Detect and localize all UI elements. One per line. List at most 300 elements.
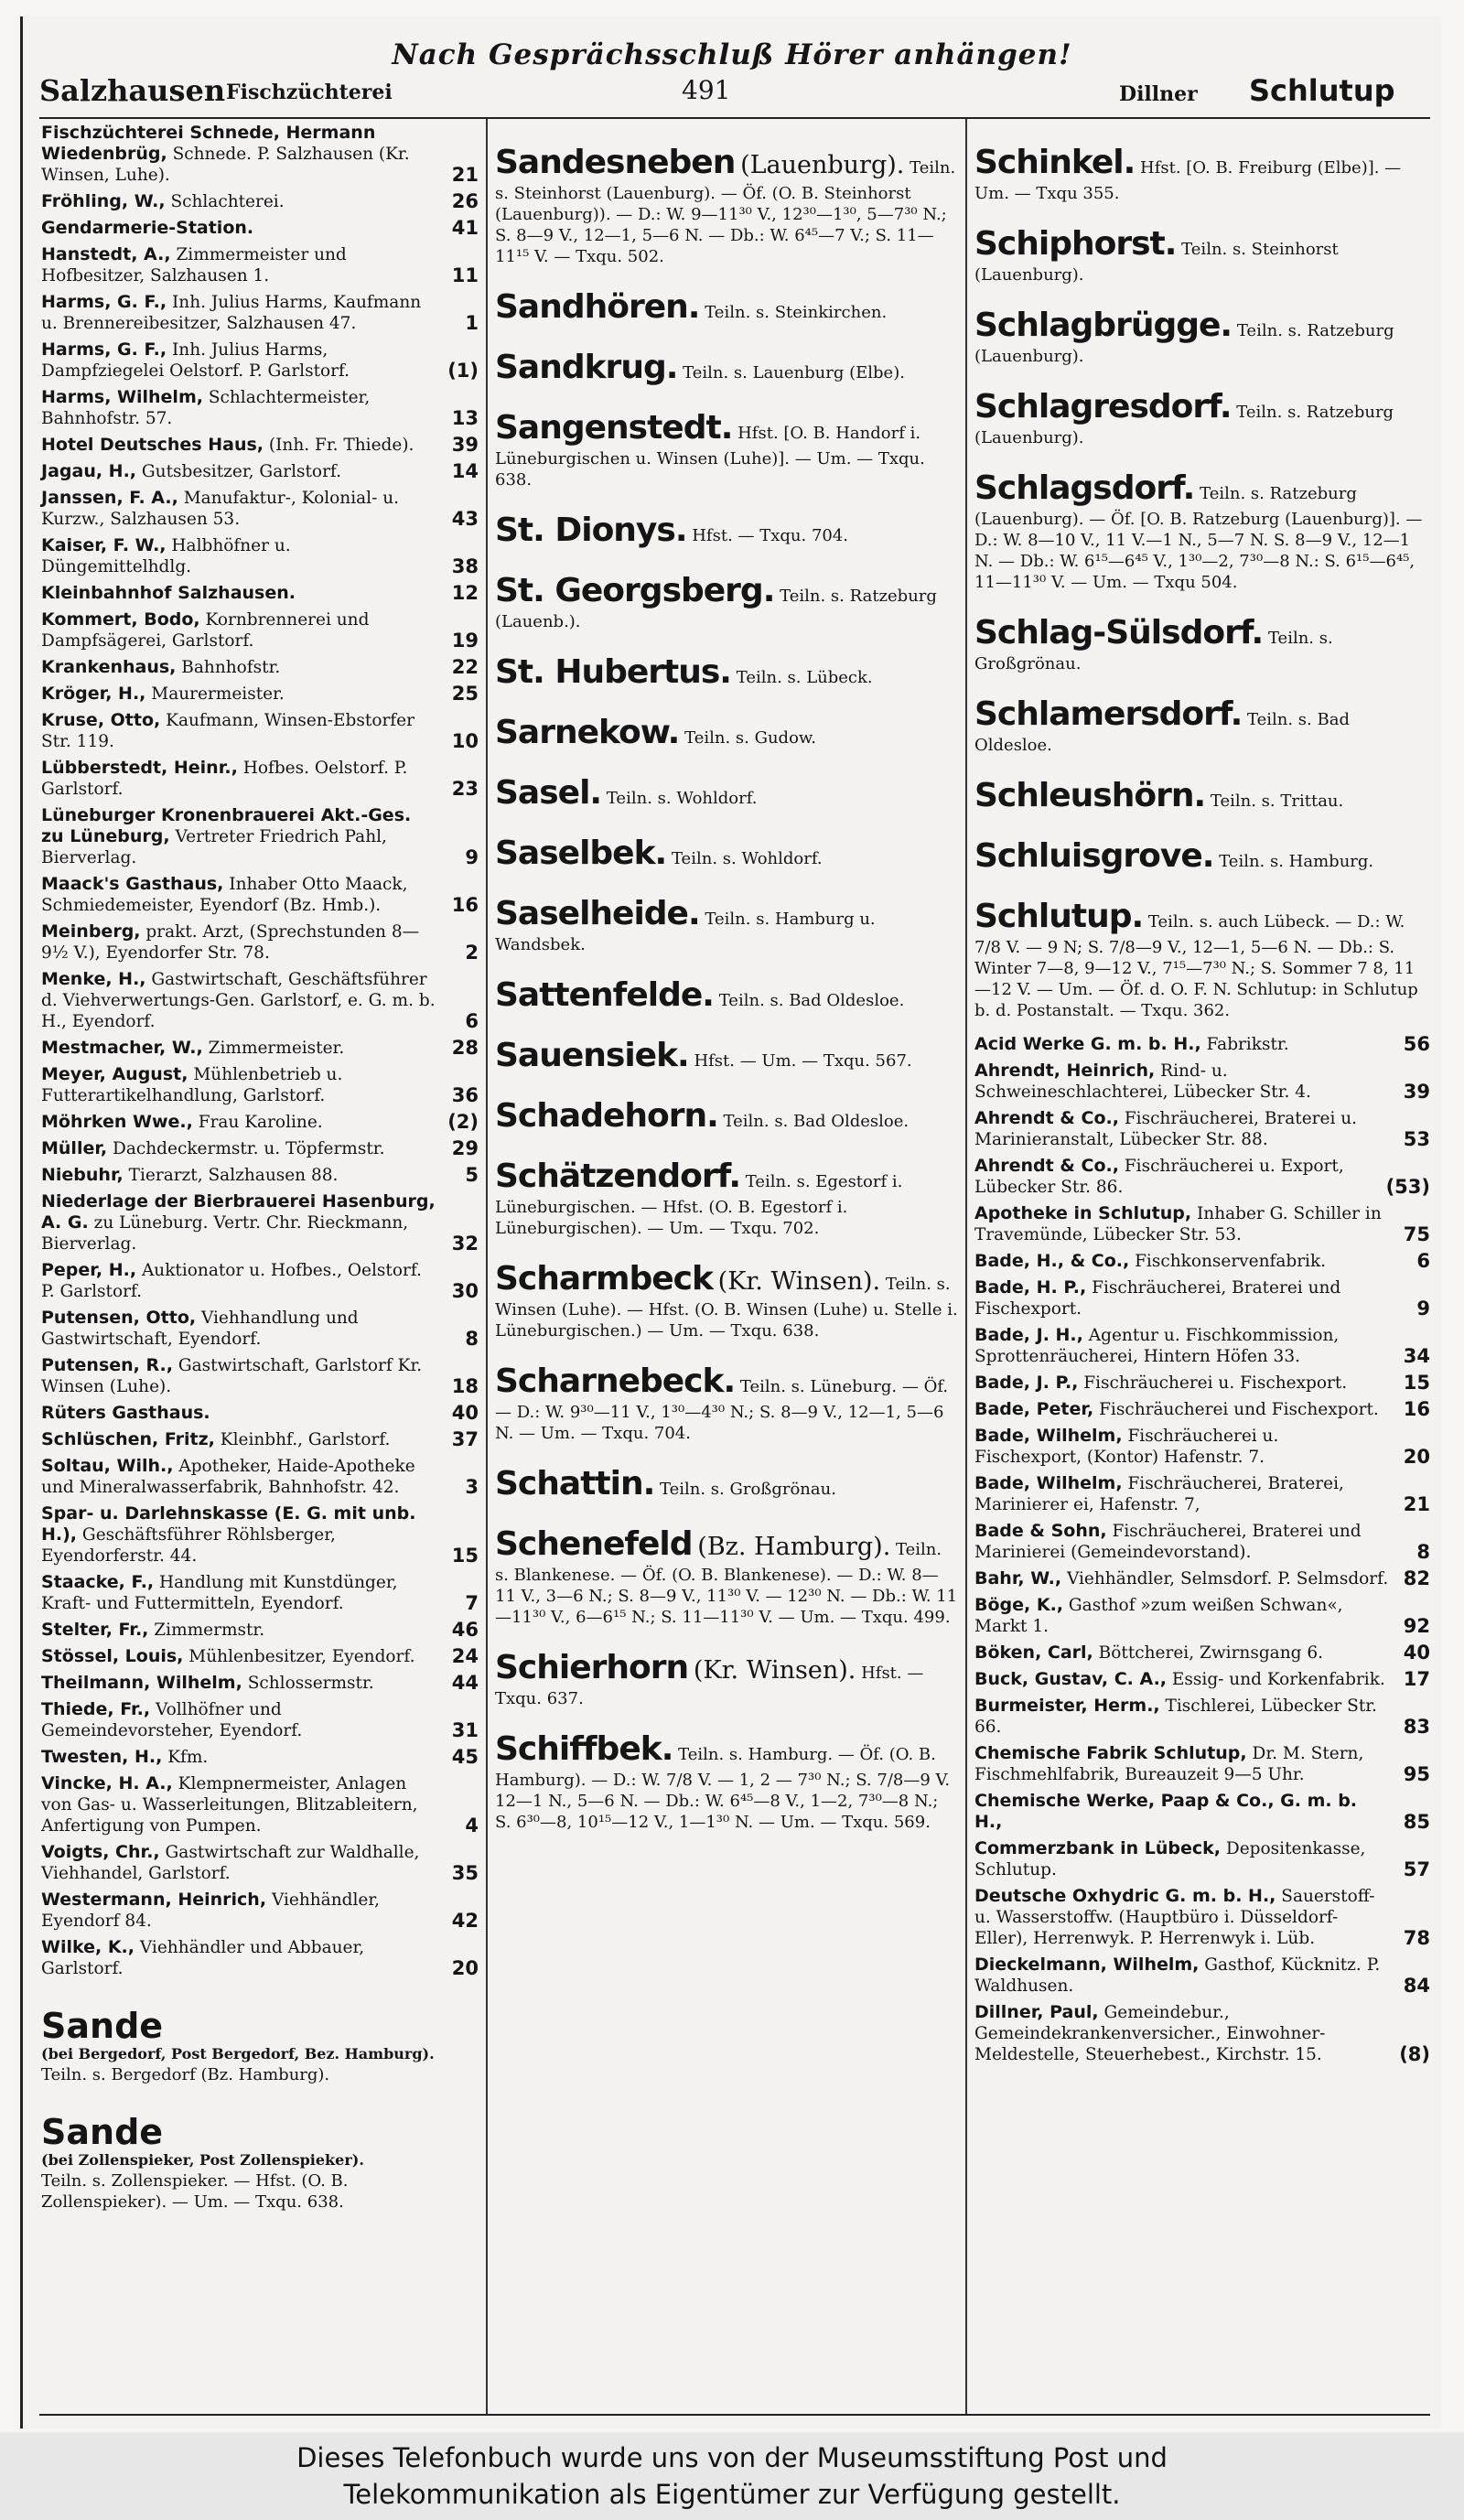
- listing-entry: [974, 1886, 1430, 1949]
- listing-description: Auktionator u. Hofbes., Oelstorf. P. Garlstorf.: [41, 1261, 422, 1301]
- place-entry: [974, 306, 1430, 367]
- column-divider: [965, 119, 967, 2416]
- phone-number: 20: [451, 1957, 479, 1979]
- listing-description: Fischräucherei, Braterei u. Marinieranstalt, Lübecker Str. 88.: [974, 1109, 1358, 1149]
- listing-name: Maack's Gasthaus,: [41, 874, 224, 894]
- listing-name: Commerzbank in Lübeck,: [974, 1838, 1221, 1858]
- place-description: Hfst. [O. B. Handorf i. Lüneburgischen u. Winsen (Luhe)]. — Um. — Txqu. 638.: [495, 424, 925, 490]
- listing-description: Bahnhofstr.: [181, 658, 281, 677]
- listing-description: Gastwirtschaft, Geschäftsführer d. Viehverwertungs-Gen. Garlstorf, e. G. m. b. H., Eyendorf.: [41, 970, 436, 1031]
- place-entry: [495, 287, 958, 328]
- listing-name: Dillner, Paul,: [974, 2002, 1099, 2022]
- listing-entry: [974, 1373, 1430, 1394]
- listing-name: Dieckelmann, Wilhelm,: [974, 1955, 1200, 1975]
- column-3: [974, 123, 1430, 2071]
- place-description: Hfst. — Txqu. 637.: [495, 1664, 924, 1708]
- listing-description: Viehhandlung und Gastwirtschaft, Eyendorf.: [41, 1308, 359, 1349]
- place-entry: [495, 652, 958, 693]
- place-description: Teiln. s. auch Lübeck. — D.: W. 7/8 V. — 9 N; S. 7/8—9 V., 12—1, 5—6 N. — Db.: S. Winter 7—8, 9—12 V., 7¹⁵—7³⁰ N.; S. Sommer 7 8, 11—12 V. — Um. — Öf. d. O. F. N. Schlutup: in Schlutup b. d. Postanstalt. — Txqu. 362.: [974, 912, 1418, 1020]
- phone-number: 3: [465, 1476, 479, 1498]
- listing-name: Mestmacher, W.,: [41, 1038, 203, 1058]
- listing-entry: [41, 969, 479, 1032]
- listing-entry: [974, 1277, 1430, 1319]
- listing-name: Kaiser, F. W.,: [41, 535, 167, 555]
- place-entry: [495, 511, 958, 551]
- place-description: Teiln. s. Steinkirchen.: [705, 303, 888, 322]
- listing-entry: [41, 1890, 479, 1932]
- archive-footer: [0, 2432, 1464, 2520]
- listing-entry: [41, 1165, 479, 1186]
- listing-name: Krankenhaus,: [41, 657, 177, 677]
- listing-name: Deutsche Oxhydric G. m. b. H.,: [974, 1886, 1276, 1906]
- listing-entry: [974, 1251, 1430, 1272]
- phone-number: 30: [451, 1280, 479, 1302]
- place-entry: [495, 1259, 958, 1341]
- place-entry: [495, 975, 958, 1016]
- listing-entry: [974, 1156, 1430, 1198]
- listing-entry: [41, 535, 479, 577]
- phone-number: 92: [1403, 1615, 1430, 1637]
- listing-description: Mühlenbesitzer, Eyendorf.: [188, 1647, 415, 1666]
- listing-entry: [41, 710, 479, 752]
- place-description: Teiln. s. Wohldorf.: [671, 849, 823, 868]
- listing-entry: [41, 339, 479, 382]
- listing-description: Inh. Julius Harms, Dampfziegelei Oelstorf. P. Garlstorf.: [41, 340, 350, 381]
- listing-entry: [41, 1355, 479, 1397]
- phone-number: 16: [1403, 1398, 1430, 1420]
- phone-number: 15: [451, 1545, 479, 1567]
- listing-description: Schnede. P. Salzhausen (Kr. Winsen, Luhe).: [41, 145, 410, 185]
- listing-name: Hotel Deutsches Haus,: [41, 435, 264, 455]
- place-name: Schätzendorf.: [495, 1158, 741, 1195]
- listing-name: Bade & Sohn,: [974, 1521, 1107, 1541]
- listing-name: Apotheke in Schlutup,: [974, 1203, 1192, 1223]
- listing-entry: [974, 1061, 1430, 1103]
- phone-number: 85: [1403, 1811, 1430, 1833]
- listing-description: Gasthof, Kücknitz. P. Waldhusen.: [974, 1955, 1381, 1996]
- listing-name: Fröhling, W.,: [41, 191, 166, 211]
- listing-entry: [41, 1112, 479, 1133]
- listing-description: Geschäftsführer Röhlsberger, Eyendorferstr. 44.: [41, 1525, 336, 1566]
- listing-name: Buck, Gustav, C. A.,: [974, 1669, 1168, 1689]
- listing-name: Wilke, K.,: [41, 1937, 135, 1957]
- place-entry: [974, 387, 1430, 448]
- phone-number: 82: [1403, 1567, 1430, 1589]
- phone-number: 34: [1403, 1345, 1430, 1367]
- place-entry: [974, 613, 1430, 674]
- listing-description: Vollhöfner und Gemeindevorsteher, Eyendorf.: [41, 1700, 303, 1740]
- listing-description: Fischräucherei, Braterei und Fischexport.: [974, 1278, 1341, 1319]
- listing-name: Acid Werke G. m. b. H.,: [974, 1034, 1201, 1054]
- listing-description: Fabrikstr.: [1206, 1035, 1289, 1054]
- listing-name: Gendarmerie-Station.: [41, 218, 254, 238]
- listing-description: Halbhöfner u. Düngemittelhdlg.: [41, 536, 291, 576]
- phone-number: 17: [1403, 1668, 1430, 1690]
- listing-description: Inhaber G. Schiller in Travemünde, Lübecker Str. 53.: [974, 1204, 1382, 1244]
- bottom-rule: [39, 2414, 1430, 2416]
- listing-name: Putensen, Otto,: [41, 1308, 197, 1328]
- listing-description: Zimmermeister.: [208, 1039, 345, 1058]
- place-name: Schlamersdorf.: [974, 695, 1243, 733]
- place-name: Sande: [41, 2112, 164, 2152]
- listing-entry: [974, 1642, 1430, 1664]
- listing-name: Chemische Fabrik Schlutup,: [974, 1743, 1247, 1763]
- listing-entry: [41, 1699, 479, 1741]
- phone-number: 95: [1403, 1763, 1430, 1785]
- listing-description: Inh. Julius Harms, Kaufmann u. Brennereibesitzer, Salzhausen 47.: [41, 293, 422, 333]
- place-entry: [974, 695, 1430, 756]
- footer-line: Dieses Telefonbuch wurde uns von der Museumsstiftung Post und: [296, 2442, 1168, 2473]
- place-entry: [495, 571, 958, 632]
- listing-entry: [41, 1572, 479, 1614]
- listing-description: Fischräucherei und Fischexport.: [1099, 1400, 1379, 1419]
- listing-entry: [41, 805, 479, 868]
- listing-name: Müller,: [41, 1138, 108, 1158]
- listing-entry: [41, 1308, 479, 1350]
- listing-description: Depositenkasse, Schlutup.: [974, 1839, 1366, 1879]
- place-name: Sasel.: [495, 774, 602, 812]
- listing-name: Westermann, Heinrich,: [41, 1890, 267, 1910]
- place-entry: [974, 143, 1430, 204]
- listing-name: Thiede, Fr.,: [41, 1699, 151, 1719]
- place-name: Sauensiek.: [495, 1037, 689, 1074]
- column-2: [495, 123, 958, 1846]
- place-description: Teiln. s. Bad Oldesloe.: [723, 1112, 910, 1131]
- listing-entry: [41, 1747, 479, 1768]
- phone-number: 78: [1403, 1927, 1430, 1949]
- phone-number: 9: [1416, 1298, 1430, 1319]
- place-entry: [495, 143, 958, 267]
- place-description: Teiln. s. Gudow.: [684, 728, 816, 748]
- place-name: St. Georgsberg.: [495, 572, 775, 609]
- phone-number: 23: [451, 778, 479, 800]
- phone-number: 2: [465, 942, 479, 964]
- place-name: Schattin.: [495, 1465, 655, 1502]
- place-entry: [974, 468, 1430, 593]
- listing-description: Fischräucherei u. Fischexport, (Kontor) Hafenstr. 7.: [974, 1427, 1279, 1467]
- listing-name: Stelter, Fr.,: [41, 1620, 149, 1640]
- place-name: Schlagbrügge.: [974, 307, 1233, 344]
- place-entry: [495, 1464, 958, 1504]
- listing-entry: [974, 1473, 1430, 1515]
- listing-entry: [974, 1669, 1430, 1690]
- place-qualifier: (Lauenburg).: [740, 151, 905, 179]
- place-description: Teiln. s. Lauenburg (Elbe).: [683, 363, 905, 382]
- place-entry: [495, 773, 958, 813]
- place-description: Teiln. s. Großgrönau.: [660, 1480, 836, 1499]
- place-name: Schiffbek.: [495, 1730, 673, 1768]
- top-rule: [39, 117, 1430, 119]
- listing-description: Kaufmann, Winsen-Ebstorfer Str. 119.: [41, 711, 414, 751]
- listing-entry: [41, 758, 479, 800]
- listing-entry: [41, 583, 479, 604]
- phone-number: (53): [1385, 1176, 1430, 1198]
- place-name: St. Dionys.: [495, 512, 687, 549]
- place-entry: [495, 1157, 958, 1239]
- listing-description: Sauerstoff- u. Wasserstoffw. (Hauptbüro i. Düsseldorf-Eller), Herrenwyk. P. Herrenwyk i. Lüb.: [974, 1887, 1375, 1948]
- listing-entry: [974, 1838, 1430, 1880]
- place-description: Teiln. s. Lüneburg. — Öf. — D.: W. 9³⁰—11 V., 1³⁰—4³⁰ N.; S. 8—9 V., 12—1, 5—6 N. — Um. — Txqu. 704.: [495, 1377, 949, 1443]
- listing-entry: [974, 1426, 1430, 1468]
- listing-name: Stössel, Louis,: [41, 1646, 184, 1666]
- listing-name: Vincke, H. A.,: [41, 1773, 173, 1793]
- phone-number: 41: [451, 217, 479, 239]
- phone-number: 22: [451, 656, 479, 678]
- listing-name: Harms, G. F.,: [41, 292, 167, 312]
- listing-entry: [41, 1673, 479, 1694]
- phone-number: (2): [447, 1111, 479, 1133]
- listing-description: Gastwirtschaft zur Waldhalle, Viehhandel, Garlstorf.: [41, 1843, 420, 1883]
- place-name: Schlagresdorf.: [974, 388, 1232, 425]
- phone-number: 56: [1403, 1033, 1430, 1055]
- listing-description: Tierarzt, Salzhausen 88.: [128, 1166, 339, 1185]
- listing-name: Putensen, R.,: [41, 1355, 173, 1375]
- phone-number: 53: [1403, 1128, 1430, 1150]
- phone-number: 21: [451, 164, 479, 186]
- listing-description: Mühlenbetrieb u. Futterartikelhandlung, Garlstorf.: [41, 1065, 343, 1105]
- column-1: [41, 123, 479, 2240]
- directory-page: [20, 16, 1441, 2428]
- place-name: Schleushörn.: [974, 777, 1206, 814]
- phone-number: 16: [451, 894, 479, 916]
- header-first-place: Salzhausen: [39, 73, 226, 108]
- listing-name: Hanstedt, A.,: [41, 244, 171, 264]
- listing-description: Kornbrennerei und Dampfsägerei, Garlstorf.: [41, 610, 370, 651]
- listing-name: Niebuhr,: [41, 1165, 124, 1185]
- place-name: Sattenfelde.: [495, 976, 714, 1014]
- listing-description: Vertreter Friedrich Pahl, Bierverlag.: [41, 827, 387, 867]
- place-entry: [495, 713, 958, 753]
- listing-entry: [974, 1108, 1430, 1150]
- listing-description: Manufaktur-, Kolonial- u. Kurzw., Salzhausen 53.: [41, 489, 400, 529]
- listing-name: Bade, J. P.,: [974, 1373, 1079, 1393]
- phone-number: 7: [465, 1592, 479, 1614]
- phone-number: 10: [451, 730, 479, 752]
- phone-number: 1: [465, 312, 479, 334]
- listing-description: Gasthof »zum weißen Schwan«, Markt 1.: [974, 1596, 1343, 1636]
- place-description: Teiln. s. Ratzeburg (Lauenb.).: [495, 587, 937, 631]
- phone-number: 21: [1403, 1493, 1430, 1515]
- listing-name: Rüters Gasthaus.: [41, 1403, 210, 1423]
- place-description: Teiln. s. Egestorf i. Lüneburgischen. — Hfst. (O. B. Egestorf i. Lüneburgischen). — Um. — Txqu. 702.: [495, 1172, 903, 1238]
- listing-description: Kleinbhf., Garlstorf.: [220, 1430, 391, 1449]
- listing-entry: [41, 1064, 479, 1106]
- place-name: Sandhören.: [495, 288, 700, 326]
- listing-description: Gemeindebur., Gemeindekrankenversicher., Einwohner-Meldestelle, Steuerhebest., Kirchstr. 15.: [974, 2003, 1326, 2064]
- phone-number: 46: [451, 1619, 479, 1641]
- listing-description: Klempnermeister, Anlagen von Gas- u. Wasserleitungen, Blitzableitern, Anfertigung von Pumpen.: [41, 1774, 418, 1836]
- listing-entry: [41, 191, 479, 212]
- listing-entry: [41, 1429, 479, 1450]
- listing-name: Theilmann, Wilhelm,: [41, 1673, 242, 1693]
- phone-number: (8): [1399, 2043, 1430, 2065]
- place-name: Schadehorn.: [495, 1097, 718, 1135]
- place-name: Schiphorst.: [974, 225, 1177, 263]
- page-number: 491: [682, 75, 731, 105]
- place-name: St. Hubertus.: [495, 653, 731, 691]
- phone-number: 5: [465, 1164, 479, 1186]
- place-entry: [495, 408, 958, 490]
- place-qualifier: (bei Bergedorf, Post Bergedorf, Bez. Hamburg).: [41, 2045, 435, 2062]
- listing-entry: [41, 292, 479, 334]
- listing-entry: [41, 1503, 479, 1567]
- listing-name: Lübberstedt, Heinr.,: [41, 758, 238, 778]
- phone-number: 14: [451, 460, 479, 482]
- listing-name: Fischzüchterei Schnede, Hermann Wiedenbrüg,: [41, 123, 376, 164]
- place-description: Teiln. s. Ratzeburg (Lauenburg).: [974, 403, 1394, 447]
- listing-description: Böttcherei, Zwirnsgang 6.: [1098, 1643, 1323, 1663]
- phone-number: 19: [451, 630, 479, 652]
- place-description: Teiln. s. Lübeck.: [736, 668, 873, 687]
- listing-name: Twesten, H.,: [41, 1747, 163, 1767]
- place-qualifier: (Kr. Winsen).: [693, 1656, 856, 1685]
- phone-number: 38: [451, 555, 479, 577]
- listing-name: Ahrendt, Heinrich,: [974, 1061, 1156, 1081]
- phone-number: 42: [451, 1910, 479, 1932]
- place-name: Sandkrug.: [495, 349, 678, 386]
- place-description: Teiln. s. Bergedorf (Bz. Hamburg).: [41, 2065, 330, 2084]
- phone-number: 6: [1416, 1250, 1430, 1272]
- phone-number: 39: [451, 434, 479, 456]
- footer-line: Telekommunikation als Eigentümer zur Verfügung gestellt.: [343, 2479, 1121, 2510]
- header-first-entry: Fischzüchterei: [226, 81, 393, 104]
- listing-description: Fischräucherei, Braterei, Marinierer ei, Hafenstr. 7,: [974, 1474, 1344, 1514]
- listing-entry: [41, 218, 479, 239]
- listing-description: Tischlerei, Lübecker Str. 66.: [974, 1696, 1377, 1737]
- place-name: Schluisgrove.: [974, 837, 1214, 875]
- place-name: Scharmbeck: [495, 1260, 713, 1298]
- place-entry: [495, 1648, 958, 1709]
- column-divider: [486, 119, 488, 2416]
- listing-name: Lüneburger Kronenbrauerei Akt.-Ges. zu Lüneburg,: [41, 805, 412, 846]
- place-name: Schlutup.: [974, 898, 1144, 935]
- place-qualifier: (bei Zollenspieker, Post Zollenspieker).: [41, 2151, 364, 2169]
- listing-name: Spar- u. Darlehnskasse (E. G. mit unb. H.),: [41, 1503, 416, 1545]
- listing-name: Harms, G. F.,: [41, 339, 167, 360]
- listing-entry: [974, 2002, 1430, 2065]
- place-name: Schierhorn: [495, 1649, 689, 1686]
- place-description: Teiln. s. Trittau.: [1210, 792, 1344, 811]
- place-description: Teiln. s. Hamburg. — Öf. (O. B. Hamburg). — D.: W. 7/8 V. — 1, 2 — 7³⁰ N.; S. 7/8—9 V. 12—1 N., 5—6 N. — Db.: W. 6⁴⁵—8 V., 1—2, 7³⁰—8 N.; S. 6³⁰—8, 10¹⁵—12 V., 1—1³⁰ N. — Um. — Txqu. 569.: [495, 1745, 951, 1832]
- listing-name: Meinberg,: [41, 921, 141, 942]
- listing-entry: [41, 1456, 479, 1498]
- listing-description: zu Lüneburg. Vertr. Chr. Rieckmann, Bierverlag.: [41, 1213, 409, 1254]
- listing-entry: [41, 1646, 479, 1667]
- listing-entry: [41, 1403, 479, 1424]
- listing-entry: [41, 1138, 479, 1159]
- listing-description: (Inh. Fr. Thiede).: [268, 436, 414, 455]
- place-entry: [974, 836, 1430, 877]
- listing-entry: [41, 921, 479, 964]
- place-entry: [974, 897, 1430, 1021]
- listing-entry: [41, 461, 479, 482]
- place-description: Teiln. s. Hamburg u. Wandsbek.: [495, 910, 876, 954]
- listing-description: Apotheker, Haide-Apotheke und Mineralwasserfabrik, Bahnhofstr. 42.: [41, 1457, 415, 1497]
- listing-description: Rind- u. Schweineschlachterei, Lübecker Str. 4.: [974, 1061, 1311, 1102]
- listing-name: Böken, Carl,: [974, 1642, 1093, 1663]
- place-name: Schlag-Sülsdorf.: [974, 614, 1264, 652]
- place-name: Sarnekow.: [495, 714, 680, 751]
- listing-description: Fischräucherei u. Fischexport.: [1083, 1373, 1348, 1393]
- phone-number: 15: [1403, 1372, 1430, 1394]
- place-qualifier: (Kr. Winsen).: [717, 1267, 881, 1296]
- listing-description: prakt. Arzt, (Sprechstunden 8—9½ V.), Eyendorfer Str. 78.: [41, 922, 420, 963]
- place-description: Teiln. s. Wohldorf.: [606, 789, 758, 808]
- phone-number: 39: [1403, 1081, 1430, 1103]
- listing-entry: [974, 1743, 1430, 1785]
- listing-entry: [41, 244, 479, 286]
- listing-description: Viehhändler, Selmsdorf. P. Selmsdorf.: [1066, 1569, 1389, 1588]
- listing-name: Ahrendt & Co.,: [974, 1108, 1119, 1128]
- listing-entry: [41, 488, 479, 530]
- listing-name: Möhrken Wwe.,: [41, 1112, 193, 1132]
- phone-number: 8: [465, 1328, 479, 1350]
- place-entry: [974, 776, 1430, 816]
- listing-entry: [974, 1696, 1430, 1738]
- place-entry: [495, 1524, 958, 1628]
- place-entry: [495, 1036, 958, 1076]
- place-description: Hfst. — Um. — Txqu. 567.: [694, 1051, 912, 1071]
- listing-name: Ahrendt & Co.,: [974, 1156, 1119, 1176]
- listing-name: Menke, H.,: [41, 969, 146, 989]
- phone-number: (1): [447, 360, 479, 382]
- listing-entry: [41, 657, 479, 678]
- place-entry: [41, 2112, 479, 2213]
- place-qualifier: (Bz. Hamburg).: [697, 1533, 891, 1561]
- listing-description: Fischkonservenfabrik.: [1135, 1252, 1327, 1271]
- place-description: Hfst. — Txqu. 704.: [692, 526, 849, 545]
- listing-name: Böge, K.,: [974, 1595, 1064, 1615]
- phone-number: 37: [451, 1428, 479, 1450]
- listing-entry: [41, 684, 479, 705]
- listing-description: Gastwirtschaft, Garlstorf Kr. Winsen (Luhe).: [41, 1356, 423, 1396]
- place-entry: [41, 2006, 479, 2085]
- place-entry: [495, 894, 958, 955]
- phone-number: 75: [1403, 1223, 1430, 1245]
- listing-name: Chemische Werke, Paap & Co., G. m. b. H.,: [974, 1791, 1358, 1832]
- phone-number: 44: [451, 1672, 479, 1694]
- listing-description: Schlachtermeister, Bahnhofstr. 57.: [41, 388, 371, 428]
- listing-name: Bade, H. P.,: [974, 1277, 1087, 1298]
- listing-entry: [974, 1595, 1430, 1637]
- listing-description: Zimmermeister und Hofbesitzer, Salzhausen 1.: [41, 245, 347, 285]
- place-description: Teiln. s. Steinhorst (Lauenburg).: [974, 240, 1339, 285]
- listing-entry: [41, 1773, 479, 1836]
- phone-number: 29: [451, 1137, 479, 1159]
- listing-entry: [974, 1034, 1430, 1055]
- listing-entry: [974, 1203, 1430, 1245]
- listing-name: Bade, H., & Co.,: [974, 1251, 1130, 1271]
- listing-name: Kleinbahnhof Salzhausen.: [41, 583, 296, 603]
- listing-description: Gutsbesitzer, Garlstorf.: [141, 462, 341, 481]
- phone-number: 84: [1403, 1975, 1430, 1997]
- listing-entry: [974, 1791, 1430, 1833]
- listing-name: Bahr, W.,: [974, 1568, 1062, 1588]
- place-name: Sangenstedt.: [495, 409, 733, 447]
- place-description: Teiln. s. Hamburg.: [1219, 852, 1374, 871]
- place-entry: [495, 1362, 958, 1444]
- phone-number: 28: [451, 1037, 479, 1059]
- phone-number: 18: [451, 1375, 479, 1397]
- listing-name: Bade, Wilhelm,: [974, 1426, 1123, 1446]
- place-description: Hfst. [O. B. Freiburg (Elbe)]. — Um. — Txqu 355.: [974, 158, 1402, 203]
- place-description: Teiln. s. Bad Oldesloe.: [974, 710, 1350, 755]
- listing-name: Jagau, H.,: [41, 461, 137, 481]
- listing-description: Viehhändler und Abbauer, Garlstorf.: [41, 1938, 365, 1978]
- place-name: Sandesneben: [495, 144, 736, 181]
- place-name: Saselheide.: [495, 895, 700, 932]
- listing-description: Hofbes. Oelstorf. P. Garlstorf.: [41, 759, 408, 799]
